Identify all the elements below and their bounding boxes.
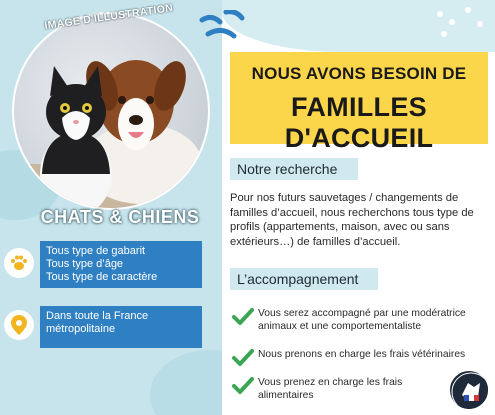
association-logo [448, 369, 490, 411]
title-line-1: NOUS AVONS BESOIN DE [251, 64, 467, 83]
cat-dog-photo [12, 12, 210, 210]
accompagnement-text: Nous prenons en charge les frais vétérinaires [258, 349, 466, 360]
checkmark-icon [232, 308, 254, 326]
profile-line: Tous type d’âge [46, 258, 124, 270]
photo-caption: CHATS & CHIENS [40, 207, 200, 227]
photo-banner: IMAGE D'ILLUSTRATION [43, 2, 174, 32]
cat-and-dog-illustration [14, 14, 210, 210]
accompagnement-text: Vous prenez en charge les frais alimentaires [258, 377, 403, 401]
profile-line: Tous type de caractère [46, 271, 158, 283]
accompagnement-item [232, 307, 487, 333]
zone-info-box [40, 306, 202, 348]
accompagnement-text: Vous serez accompagné par une modératrice animaux et une comportementaliste [258, 308, 466, 332]
title-line-2: FAMILLES D'ACCUEIL [284, 92, 434, 153]
accompagnement-item [232, 376, 432, 402]
zone-line: Dans toute la France [46, 310, 149, 322]
recherche-text: Pour nos futurs sauvetages / changements de familles d’accueil, nous recherchons tous type de profils (appartements, maison, avec ou sans extérieurs…) de familles d’accueil. [230, 192, 474, 248]
location-pin-icon [10, 314, 28, 336]
profile-info-box [40, 241, 202, 288]
decorative-strokes-icon [198, 10, 248, 50]
logo-emblem-icon [450, 371, 490, 411]
checkmark-icon [232, 349, 254, 367]
accompagnement-heading: L’accompagnement [230, 268, 378, 290]
profile-line: Tous type de gabarit [46, 245, 146, 257]
paw-icon [9, 253, 29, 273]
zone-line: métropolitaine [46, 323, 116, 335]
checkmark-icon [232, 377, 254, 395]
recherche-heading: Notre recherche [230, 158, 358, 180]
decorative-dots-icon [430, 4, 490, 44]
location-icon-badge [4, 310, 34, 340]
accompagnement-item [232, 348, 487, 367]
paw-icon-badge [4, 248, 34, 278]
